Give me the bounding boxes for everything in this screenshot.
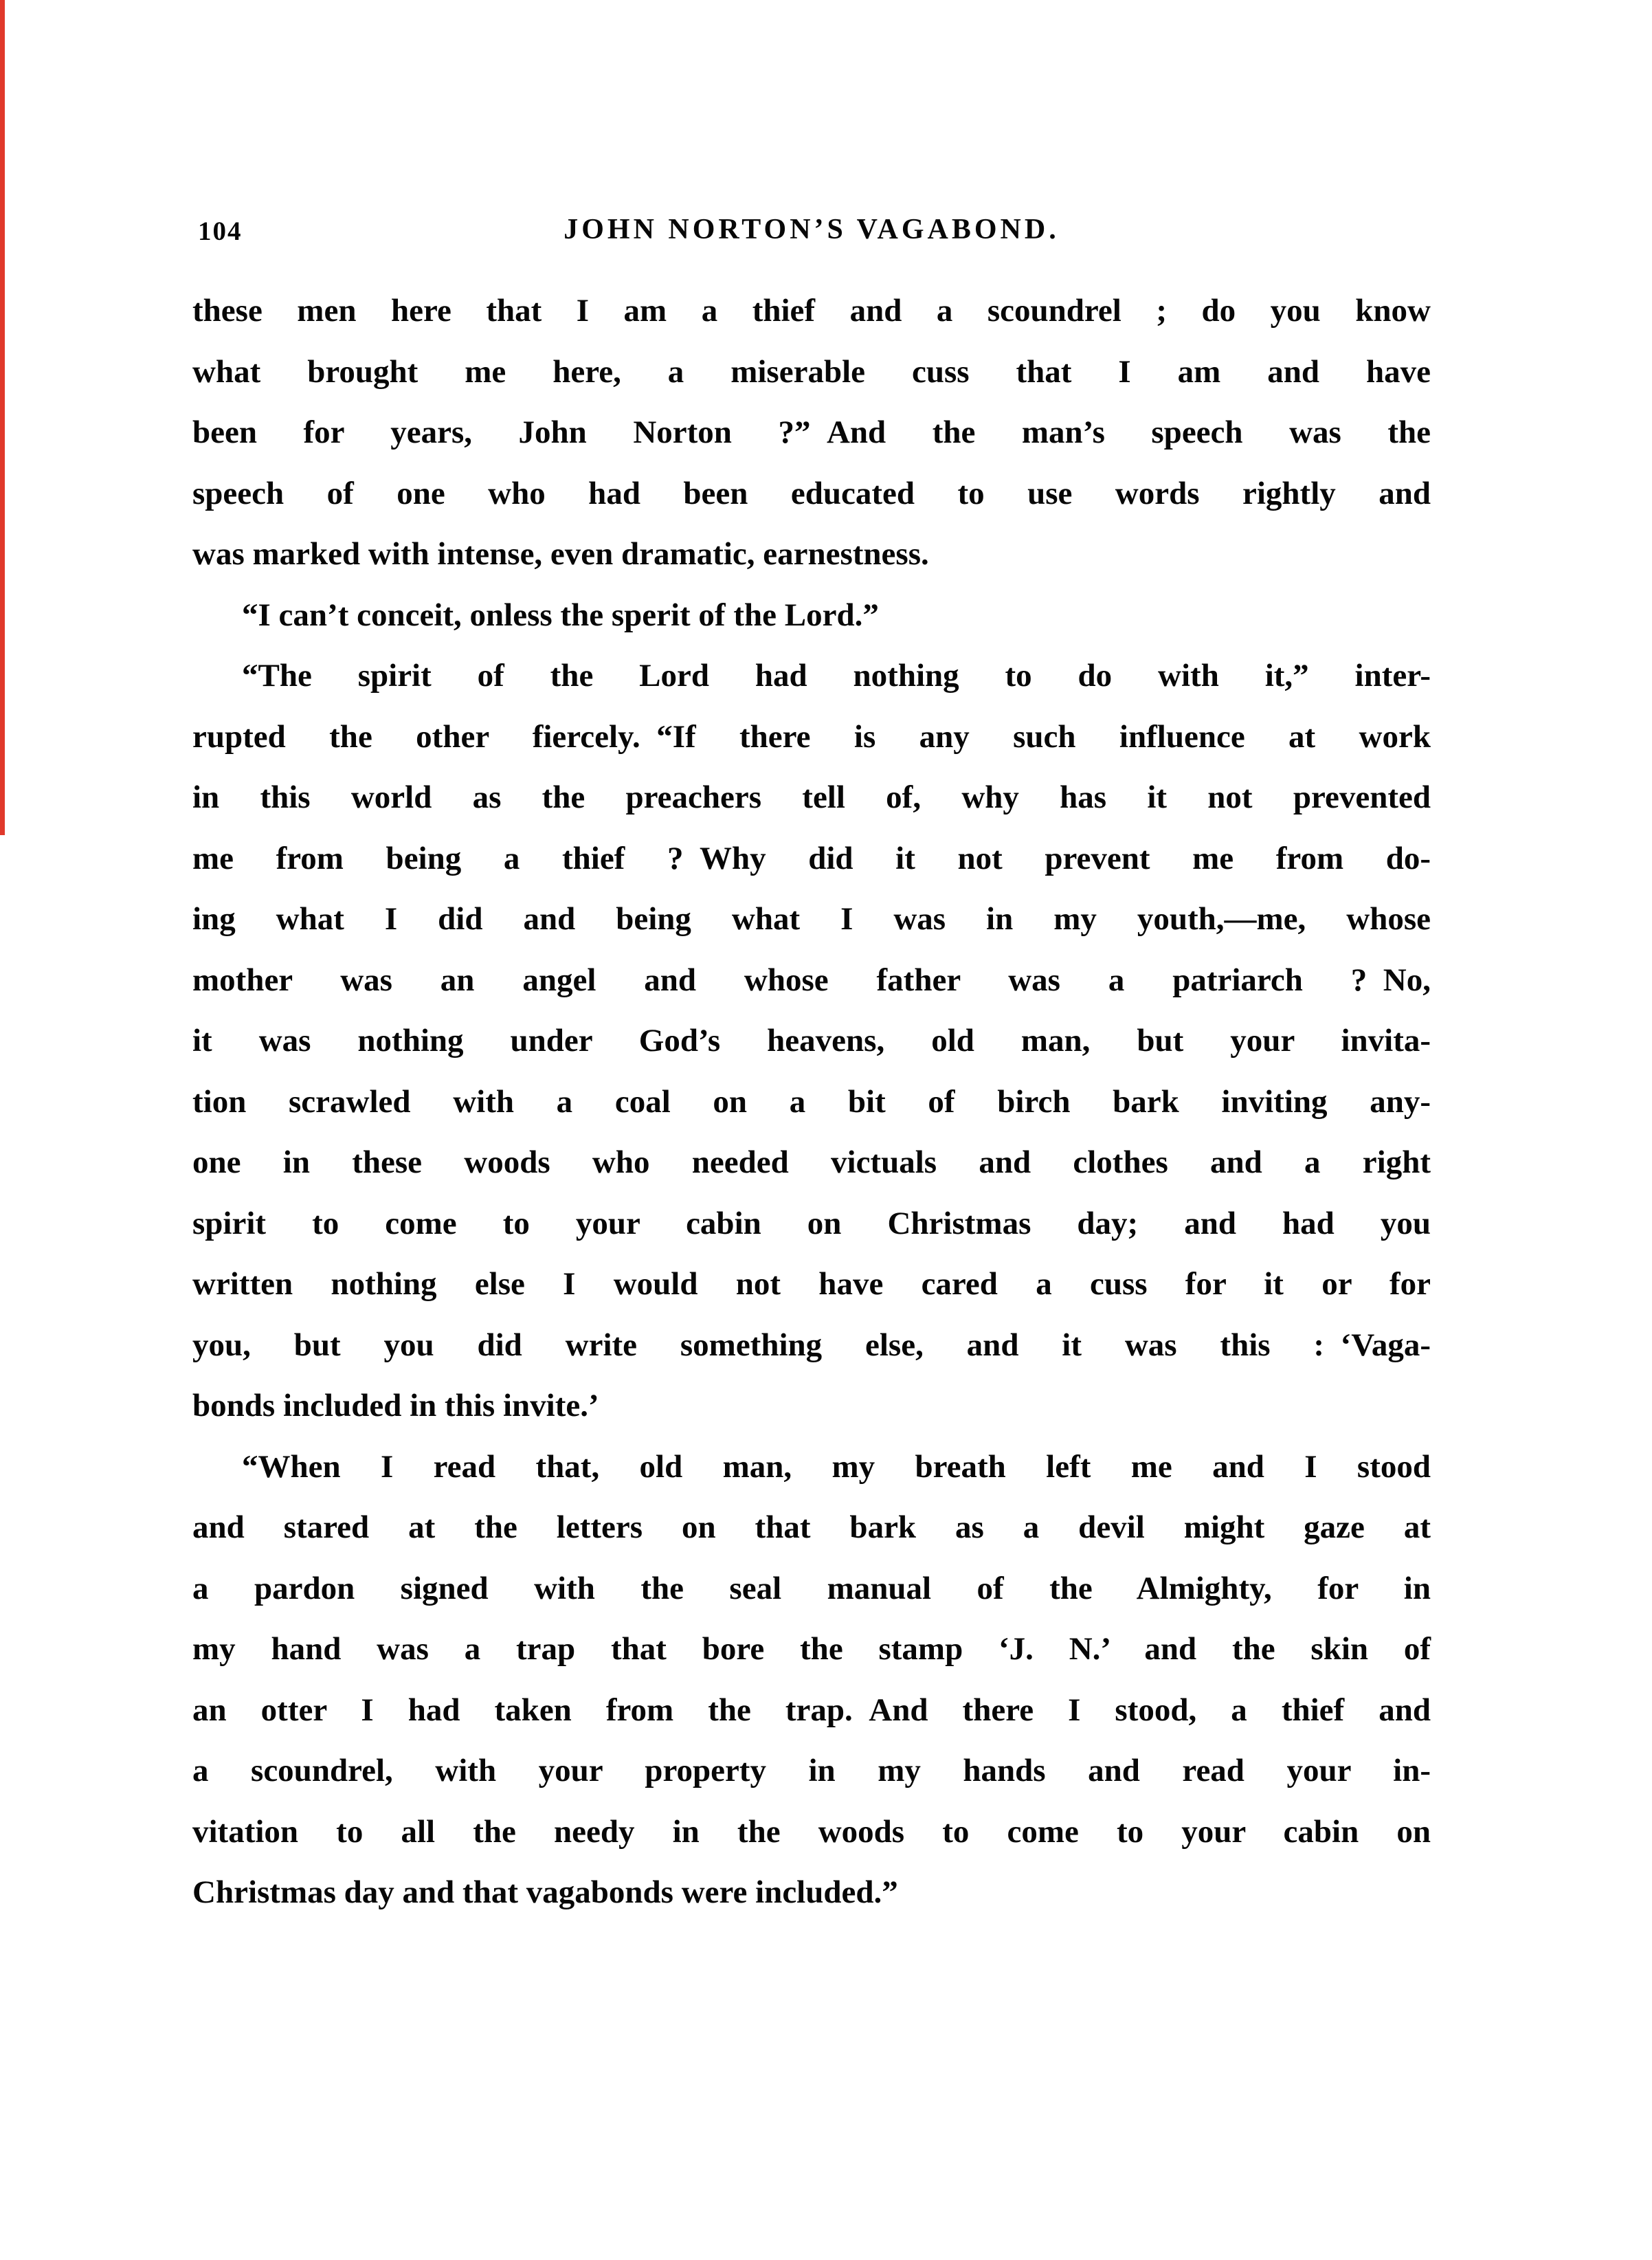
text-line: it was nothing under God’s heavens, old man, but your invita- bbox=[192, 1023, 1431, 1059]
text-line: “I can’t conceit, onless the sperit of the Lord.” bbox=[242, 597, 879, 633]
text-line: written nothing else I would not have cared a cuss for it or for bbox=[192, 1266, 1431, 1302]
paragraph bbox=[192, 585, 1431, 646]
text-line: was marked with intense, even dramatic, earnestness. bbox=[192, 536, 929, 572]
text-line: “The spirit of the Lord had nothing to do with it,” inter- bbox=[242, 658, 1431, 694]
scan-edge-artifact bbox=[0, 0, 5, 835]
text-line: spirit to come to your cabin on Christmas day; and had you bbox=[192, 1205, 1431, 1241]
text-line: speech of one who had been educated to use words rightly and bbox=[192, 475, 1431, 511]
running-title: JOHN NORTON’S VAGABOND. bbox=[563, 214, 1060, 245]
text-line: mother was an angel and whose father was a patriarch ? No, bbox=[192, 962, 1431, 998]
text-line: bonds included in this invite.’ bbox=[192, 1388, 599, 1423]
page-number: 104 bbox=[198, 217, 243, 246]
text-line: me from being a thief ? Why did it not prevent me from do- bbox=[192, 840, 1431, 876]
text-line: rupted the other fiercely. “If there is any such influence at work bbox=[192, 718, 1431, 755]
paragraph bbox=[192, 280, 1431, 585]
text-line: my hand was a trap that bore the stamp ‘J. N.’ and the skin of bbox=[192, 1631, 1431, 1667]
text-line: you, but you did write something else, and it was this : ‘Vaga- bbox=[192, 1327, 1431, 1363]
text-line: an otter I had taken from the trap. And there I stood, a thief and bbox=[192, 1692, 1431, 1728]
text-line: in this world as the preachers tell of, why has it not prevented bbox=[192, 779, 1431, 815]
running-head bbox=[192, 213, 1431, 254]
text-line: ing what I did and being what I was in my youth,—me, whose bbox=[192, 901, 1431, 937]
body-text bbox=[192, 280, 1431, 1923]
paragraph bbox=[192, 1437, 1431, 1923]
text-line: what brought me here, a miserable cuss that I am and have bbox=[192, 353, 1431, 390]
text-line: Christmas day and that vagabonds were included.” bbox=[192, 1874, 898, 1910]
text-line: a scoundrel, with your property in my hands and read your in- bbox=[192, 1753, 1431, 1788]
text-line: these men here that I am a thief and a scoundrel ; do you know bbox=[192, 293, 1431, 329]
text-line: “When I read that, old man, my breath left me and I stood bbox=[242, 1448, 1431, 1485]
paragraph bbox=[192, 645, 1431, 1437]
text-line: been for years, John Norton ?” And the man’s speech was the bbox=[192, 414, 1431, 450]
text-line: tion scrawled with a coal on a bit of birch bark inviting any- bbox=[192, 1083, 1431, 1120]
text-line: a pardon signed with the seal manual of the Almighty, for in bbox=[192, 1570, 1431, 1606]
text-line: vitation to all the needy in the woods to come to your cabin on bbox=[192, 1813, 1431, 1850]
text-line: one in these woods who needed victuals and clothes and a right bbox=[192, 1144, 1431, 1180]
text-line: and stared at the letters on that bark as a devil might gaze at bbox=[192, 1509, 1431, 1545]
